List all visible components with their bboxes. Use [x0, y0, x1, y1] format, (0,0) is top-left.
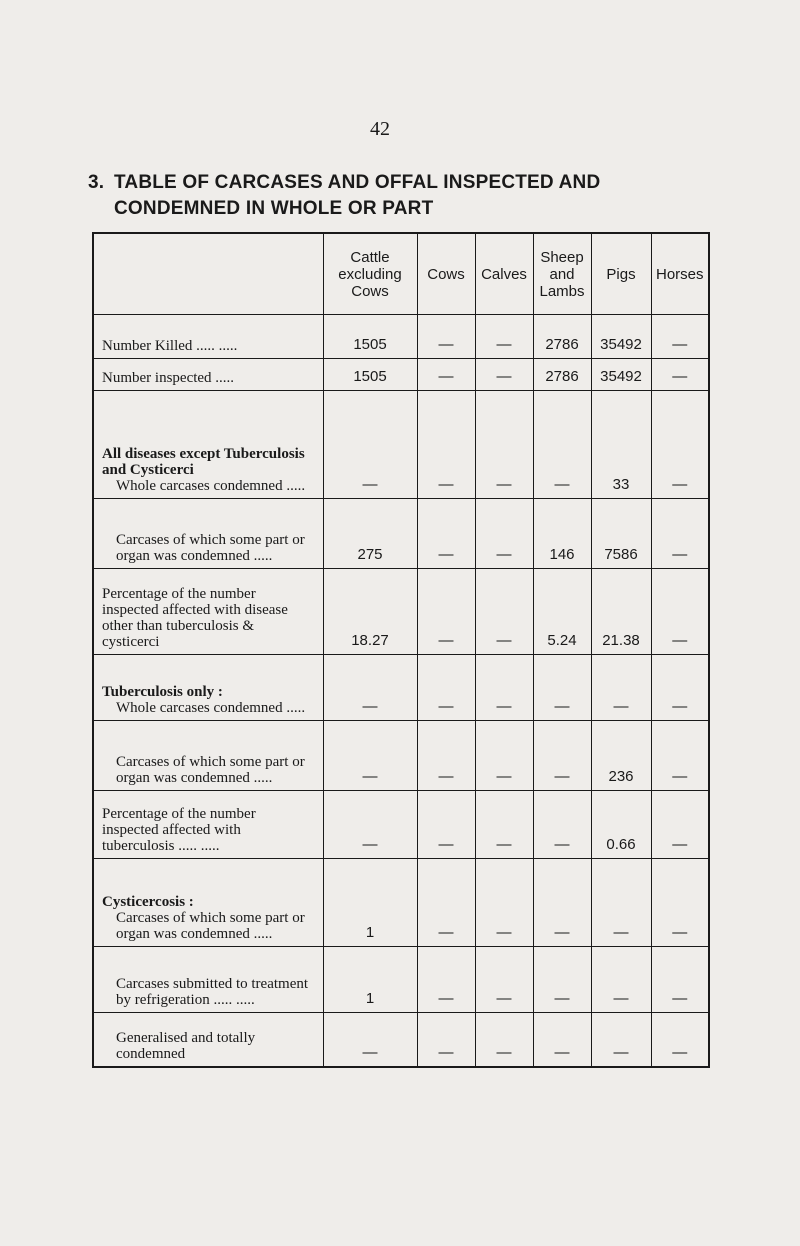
cell: —	[417, 791, 475, 859]
cell: —	[323, 791, 417, 859]
cell: —	[475, 655, 533, 721]
col-header: Pigs	[591, 233, 651, 315]
cell: —	[475, 315, 533, 359]
row-label	[93, 391, 323, 499]
cell: —	[475, 569, 533, 655]
cell: —	[323, 655, 417, 721]
cell: —	[651, 947, 709, 1013]
cell: —	[533, 1013, 591, 1067]
row-label-text: Carcases submitted to treatment by refrigeration ..... .....	[116, 976, 309, 1008]
cell: —	[651, 315, 709, 359]
table-row	[93, 655, 709, 721]
cell: —	[475, 859, 533, 947]
section-heading: Cysticercosis :	[102, 894, 194, 910]
cell: 275	[323, 499, 417, 569]
cell: —	[591, 1013, 651, 1067]
row-label-text: Carcases of which some part or organ was condemned .....	[116, 532, 305, 564]
title-number: 3.	[88, 172, 105, 193]
carcases-table	[92, 232, 710, 1068]
table-row	[93, 947, 709, 1013]
row-label	[93, 1013, 323, 1067]
cell: 2786	[533, 359, 591, 391]
row-label	[93, 655, 323, 721]
row-label	[93, 859, 323, 947]
cell: —	[533, 791, 591, 859]
table-row	[93, 1013, 709, 1067]
table-row	[93, 315, 709, 359]
cell: —	[533, 721, 591, 791]
header-row	[93, 233, 709, 315]
cell: —	[417, 947, 475, 1013]
cell: 35492	[591, 315, 651, 359]
cell: —	[533, 655, 591, 721]
table-row	[93, 791, 709, 859]
cell: —	[417, 859, 475, 947]
cell: 33	[591, 391, 651, 499]
cell: 1505	[323, 359, 417, 391]
cell: 35492	[591, 359, 651, 391]
row-label: Percentage of the number inspected affected with tuberculosis ..... .....	[93, 791, 323, 859]
cell: 1505	[323, 315, 417, 359]
cell: —	[417, 391, 475, 499]
cell: —	[417, 655, 475, 721]
row-label: Number inspected .....	[93, 359, 323, 391]
title-line-2: CONDEMNED IN WHOLE OR PART	[114, 198, 434, 219]
table-row	[93, 721, 709, 791]
cell: —	[475, 947, 533, 1013]
cell: —	[475, 391, 533, 499]
cell: —	[651, 359, 709, 391]
cell: 146	[533, 499, 591, 569]
header-blank	[93, 233, 323, 315]
col-header: Calves	[475, 233, 533, 315]
cell: —	[591, 947, 651, 1013]
section-heading: Tuberculosis only :	[102, 684, 223, 700]
cell: 1	[323, 859, 417, 947]
cell: —	[651, 655, 709, 721]
table-row	[93, 391, 709, 499]
cell: —	[651, 499, 709, 569]
row-label: Percentage of the number inspected affected with disease other than tuberculosis & cysticerci	[93, 569, 323, 655]
row-label	[93, 721, 323, 791]
cell: 21.38	[591, 569, 651, 655]
col-header: Cattle excluding Cows	[323, 233, 417, 315]
col-header: Horses	[651, 233, 709, 315]
cell: 7586	[591, 499, 651, 569]
row-label-text: Generalised and totally condemned	[116, 1029, 256, 1062]
cell: 0.66	[591, 791, 651, 859]
cell: —	[323, 391, 417, 499]
cell: —	[533, 947, 591, 1013]
cell: 1	[323, 947, 417, 1013]
cell: 18.27	[323, 569, 417, 655]
cell: —	[323, 721, 417, 791]
cell: —	[591, 859, 651, 947]
cell: —	[475, 359, 533, 391]
row-label	[93, 947, 323, 1013]
page-number: 42	[370, 118, 390, 140]
row-label	[93, 499, 323, 569]
cell: —	[323, 1013, 417, 1067]
section-heading: All diseases except Tuberculosis and Cysticerci	[102, 446, 305, 478]
col-header: Sheep and Lambs	[533, 233, 591, 315]
cell: 2786	[533, 315, 591, 359]
cell: —	[475, 1013, 533, 1067]
cell: —	[651, 721, 709, 791]
row-label-text: Whole carcases condemned .....	[116, 478, 306, 494]
row-label-text: Carcases of which some part or organ was condemned .....	[116, 754, 305, 786]
table-row	[93, 359, 709, 391]
row-label-text: Carcases of which some part or organ was condemned .....	[116, 910, 305, 942]
cell: —	[591, 655, 651, 721]
cell: —	[417, 569, 475, 655]
cell: —	[417, 315, 475, 359]
cell: —	[651, 569, 709, 655]
table-row	[93, 859, 709, 947]
cell: —	[651, 391, 709, 499]
row-label: Number Killed ..... .....	[93, 315, 323, 359]
cell: —	[651, 859, 709, 947]
title-line-1: TABLE OF CARCASES AND OFFAL INSPECTED AND	[114, 172, 601, 193]
cell: —	[651, 791, 709, 859]
cell: —	[417, 721, 475, 791]
row-label-text: Whole carcases condemned .....	[116, 700, 306, 716]
cell: —	[533, 391, 591, 499]
table-row	[93, 499, 709, 569]
cell: —	[533, 859, 591, 947]
cell: —	[417, 359, 475, 391]
cell: —	[475, 499, 533, 569]
cell: —	[475, 721, 533, 791]
cell: —	[475, 791, 533, 859]
cell: —	[651, 1013, 709, 1067]
cell: 236	[591, 721, 651, 791]
table-title	[88, 170, 768, 222]
cell: —	[417, 1013, 475, 1067]
cell: 5.24	[533, 569, 591, 655]
table-row	[93, 569, 709, 655]
col-header: Cows	[417, 233, 475, 315]
cell: —	[417, 499, 475, 569]
